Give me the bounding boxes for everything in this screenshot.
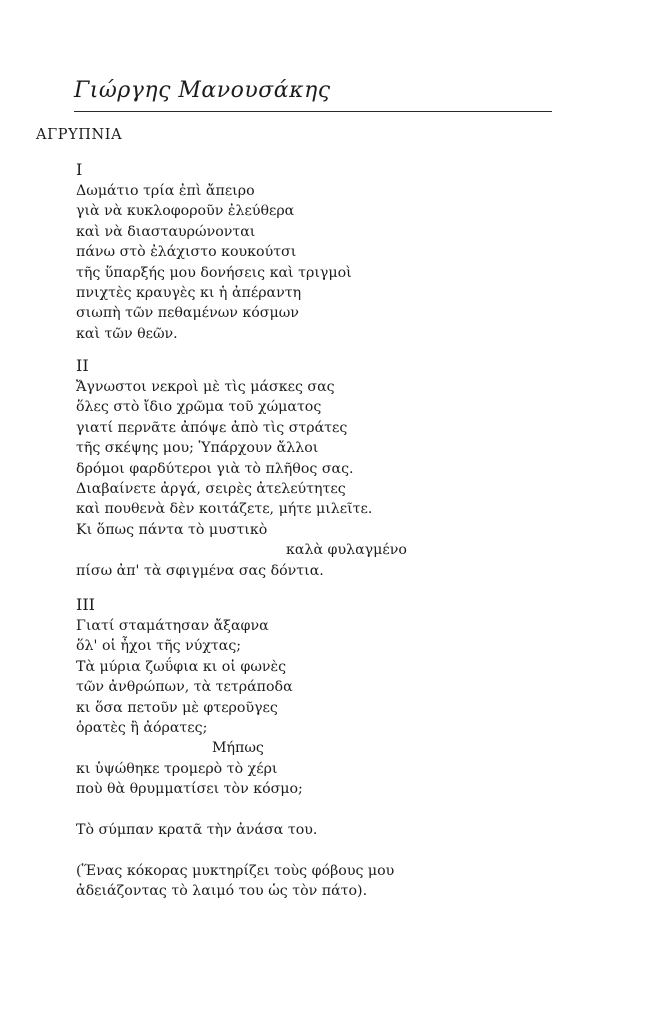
verse-line: τῶν ἀνθρώπων, τὰ τετράποδα	[76, 679, 293, 696]
verse-line: Κι ὅπως πάντα τὸ μυστικὸ	[76, 521, 268, 538]
verse-line: Τὰ μύρια ζωΰφια κι οἱ φωνὲς	[76, 658, 287, 675]
verse-line: ἀδειάζοντας τὸ λαιμό του ὡς τὸν πάτο).	[76, 883, 368, 900]
verse-line: τῆς ὕπαρξής μου δονήσεις καὶ τριγμοὶ	[76, 264, 352, 281]
verse-line: ὅλ' οἱ ἦχοι τῆς νύχτας;	[76, 638, 242, 655]
section-numeral: III	[76, 595, 95, 614]
verse-line: Ἄγνωστοι νεκροὶ μὲ τὶς μάσκες σας	[76, 379, 335, 395]
author-header: Γιώργης Μανουσάκης	[74, 78, 331, 103]
verse-line: ὁρατὲς ἢ ἀόρατες;	[76, 719, 208, 736]
stanza-gap	[76, 840, 394, 860]
header-rule	[74, 111, 552, 112]
verse-line: πίσω ἀπ' τὰ σφιγμένα σας δόντια.	[76, 562, 324, 579]
poem-section-2	[76, 354, 407, 581]
verse-line: Δωμάτιο τρία ἐπὶ ἄπειρο	[76, 183, 255, 199]
verse-line: Γιατί σταμάτησαν ἄξαφνα	[76, 618, 269, 634]
verse-line: Μήπως	[212, 740, 264, 757]
verse-line: σιωπὴ τῶν πεθαμένων κόσμων	[76, 305, 299, 322]
verse-line: ποὺ θὰ θρυμματίσει τὸν κόσμο;	[76, 781, 303, 798]
verse-line: πνιχτὲς κραυγὲς κι ἡ ἀπέραντη	[76, 284, 302, 301]
section-numeral: I	[76, 160, 83, 179]
verse-line: καλὰ φυλαγμένο	[286, 542, 407, 559]
verse-line: καὶ πουθενὰ δὲν κοιτάζετε, μήτε μιλεῖτε.	[76, 501, 373, 518]
stanza-gap	[76, 800, 394, 820]
poem-title: ΑΓΡΥΠΝΙΑ	[36, 127, 123, 143]
verse-line: κι ὑψώθηκε τρομερὸ τὸ χέρι	[76, 760, 278, 777]
verse-line: δρόμοι φαρδύτεροι γιὰ τὸ πλῆθος σας.	[76, 460, 354, 477]
poem-section-1	[76, 158, 352, 344]
verse-line: καὶ νὰ διασταυρώνονται	[76, 223, 256, 240]
verse-line: (Ἕνας κόκορας μυκτηρίζει τοὺς φόβους μου	[76, 862, 395, 879]
poem-section-3	[76, 593, 394, 901]
section-numeral: II	[76, 356, 89, 375]
verse-line: Τὸ σύμπαν κρατᾶ τὴν ἀνάσα του.	[76, 821, 318, 838]
verse-line: γιατί περνᾶτε ἀπόψε ἀπὸ τὶς στράτες	[76, 419, 348, 436]
verse-line: κι ὅσα πετοῦν μὲ φτεροῦγες	[76, 699, 278, 716]
verse-line: Διαβαίνετε ἀργά, σειρὲς ἀτελεύτητες	[76, 480, 346, 497]
verse-line: καὶ τῶν θεῶν.	[76, 325, 178, 342]
verse-line: πάνω στὸ ἐλάχιστο κουκούτσι	[76, 244, 297, 261]
verse-line: ὅλες στὸ ἴδιο χρῶμα τοῦ χώματος	[76, 399, 322, 416]
verse-line: γιὰ νὰ κυκλοφοροῦν ἐλεύθερα	[76, 203, 295, 220]
verse-line: τῆς σκέψης μου; Ὑπάρχουν ἄλλοι	[76, 440, 319, 457]
